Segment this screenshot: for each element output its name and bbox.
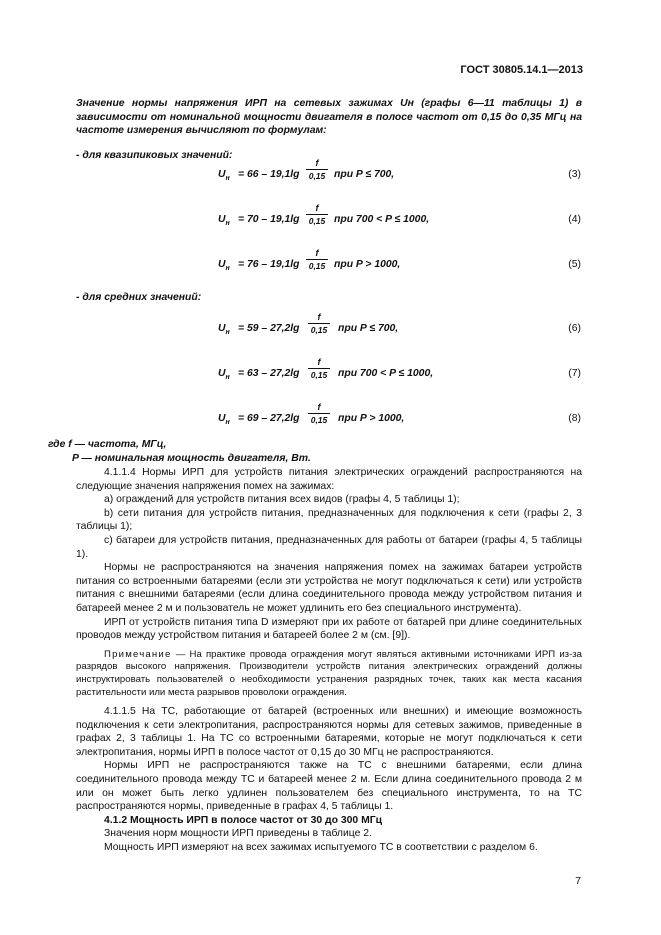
formula-condition: при P > 1000, xyxy=(334,259,401,270)
page-number: 7 xyxy=(575,876,581,887)
formula-condition: при 700 < P ≤ 1000, xyxy=(334,214,430,225)
fraction: f 0,15 xyxy=(308,357,330,380)
paragraph: Значения норм мощности ИРП приведены в таблице 2. xyxy=(104,828,372,840)
fraction: f 0,15 xyxy=(308,402,330,425)
definition-p: P — номинальная мощность двигателя, Вт. xyxy=(72,452,311,464)
note-title: Примечание xyxy=(104,648,172,660)
list-item-c: с) батареи для устройств питания, предназначенных для работы от батареи (графы 4, 5 таблицы 1). xyxy=(76,534,582,560)
body-text xyxy=(76,466,582,855)
section-heading-4-1-2: 4.1.2 Мощность ИРП в полосе частот от 30 до 300 МГц xyxy=(104,814,383,826)
formula-expression: = 76 – 19,1lg xyxy=(238,259,300,270)
fraction: f 0,15 xyxy=(306,248,328,271)
formula-condition: при 700 < P ≤ 1000, xyxy=(338,368,434,379)
fraction: f 0,15 xyxy=(308,312,330,335)
formula-expression: = 59 – 27,2lg xyxy=(238,323,300,334)
fraction: f 0,15 xyxy=(306,203,328,226)
equation-number-7: (7) xyxy=(568,368,581,379)
intro-paragraph: Значение нормы напряжения ИРП на сетевых зажимах Uн (графы 6—11 таблицы 1) в зависимости от номинальной мощности двигателя в полосе частот от 0,15 до 0,35 МГц на частоте измерения вычисляют по формулам: xyxy=(76,98,582,137)
list-item-a: а) ограждений для устройств питания всех видов (графы 4, 5 таблицы 1); xyxy=(104,494,460,506)
paragraph-4-1-1-4: 4.1.1.4 Нормы ИРП для устройств питания электрических ограждений распространяются на следующие значения напряжения помех на зажимах: xyxy=(76,467,582,492)
paragraph-4-1-1-5: 4.1.1.5 На ТС, работающие от батарей (встроенных или внешних) и имеющие возможность подключения к сети электропитания, распространяются нормы для сетевых зажимов, приведенные в графах 2, 3 таблицы 1. На ТС со встроенными батареями, которые не могут подключаться к сети электропитания, нормы ИРП в полосе частот от 0,15 до 30 МГц не распространяются. xyxy=(76,706,582,758)
paragraph: Мощность ИРП измеряют на всех зажимах испытуемого ТС в соответствии с разделом 6. xyxy=(104,842,538,854)
formula-expression: = 66 – 19,1lg xyxy=(238,169,300,180)
paragraph: ИРП от устройств питания типа D измеряют при их работе от батарей при длине соединительных проводов между устройством питания и батареей более 2 м (см. [9]). xyxy=(76,616,582,642)
quasi-peak-label: - для квазипиковых значений: xyxy=(76,150,233,161)
paragraph: Нормы ИРП не распространяются также на ТС с внешними батареями, если длина соединительного провода между ТС и батареей менее 2 м. Если длина соединительного провода 2 м или он может быть легко удлинен пользователем без специального инструмента, то на ТС распространяются нормы, приведенные в графах 4, 5 таблицы 1. xyxy=(76,760,582,813)
note xyxy=(76,649,582,699)
paragraph: Нормы не распространяются на значения напряжения помех на зажимах батареи устройств питания со встроенными батареями (если эти устройства не могут подключаться к сети) или устройств питания с внешними батареями (если длина соединительного провода между устройством питания и батареей менее 2 м и пользователь не может удлинить его без специального инструмента). xyxy=(76,562,582,614)
formula-condition: при P ≤ 700, xyxy=(334,169,395,180)
average-label: - для средних значений: xyxy=(76,292,202,303)
equation-number-5: (5) xyxy=(568,259,581,270)
definition-f: где f — частота, МГц, xyxy=(48,439,167,450)
variable-definitions xyxy=(48,438,548,465)
formula-expression: = 70 – 19,1lg xyxy=(238,214,300,225)
fraction: f 0,15 xyxy=(306,158,328,181)
list-item-b: b) сети питания для устройств питания, предназначенных для подключения к сети (графы 2, 3 таблицы 1); xyxy=(76,507,582,533)
equation-number-8: (8) xyxy=(568,413,581,424)
equation-number-4: (4) xyxy=(568,214,581,225)
note-text: — На практике провода ограждения могут являться активными источниками ИРП из-за разрядов высокого напряжения. Производители устройств питания электрических ограждений должны инструктировать пользователей о необходимости устранения разрядных точек, таких как места касания растительности или места разрывов проволоки ограждения. xyxy=(76,648,582,698)
formula-expression: = 69 – 27,2lg xyxy=(238,413,300,424)
document-page: ГОСТ 30805.14.1—2013 Значение нормы напряжения ИРП на сетевых зажимах Uн (графы 6—11 таблицы 1) в зависимости от номинальной мощности двигателя в полосе частот от 0,15 до 0,35 МГц на частоте измерения вычисляют по формулам: - для квазипиковых значений: $U_н$ = 66 – 19,1lg f 0,15 при P ≤ 700, (3) $U_н$ = 70 – 19,1lg f 0,15 при 700 < P ≤ 1000, (4) $U_н$ = 76 – 19,1lg f 0,15 при P > 1000, (5) - для средних значений: $U_н$ = 59 – 27,2lg f 0,15 при P ≤ 700, (6) $U_н$ = 63 – 27,2lg f 0,15 при 700 < P ≤ 1000, (7) $U_н$ = 69 – 27,2lg f 0,15 при P > 1000, (8) где f — частота, МГц, P — номинальная мощность двигателя, Вт. 4.1.1.4 Нормы ИРП для устройств питания электрических ограждений распространяются на следующие значения напряжения помех на зажимах: а) ограждений для устройств питания всех видов (графы 4, 5 таблицы 1); b) сети питания для устройств питания, предназначенных для подключения к сети (графы 2, 3 таблицы 1); с) батареи для устройств питания, предназначенных для работы от батареи (графы 4, 5 таблицы 1). Нормы не распространяются на значения напряжения помех на зажимах батареи устройств питания со встроенными батареями (если эти устройства не могут подключаться к сети) или устройств питания с внешними батареями (если длина соединительного провода между устройством питания и батареей менее 2 м и пользователь не может удлинить его без специального инструмента). ИРП от устройств питания типа D измеряют при их работе от батарей при длине соединительных проводов между устройством питания и батареей более 2 м (см. [9]). Примечание — На практике провода ограждения могут являться активными источниками ИРП из-за разрядов высокого напряжения. Производители устройств питания электрических ограждений должны инструктировать пользователей о необходимости устранения разрядных точек, таких как места касания растительности или места разрывов проволоки ограждения. 4.1.1.5 На ТС, работающие от батарей (встроенных или внешних) и имеющие возможность подключения к сети электропитания, распространяются нормы для сетевых зажимов, приведенные в графах 2, 3 таблицы 1. На ТС со встроенными батареями, которые не могут подключаться к сети электропитания, нормы ИРП в полосе частот от 0,15 до 30 МГц не распространяются. Нормы ИРП не распространяются также на ТС с внешними батареями, если длина соединительного провода между ТС и батареей менее 2 м. Если длина соединительного провода 2 м или он может быть легко удлинен пользователем без специального инструмента, то на ТС распространяются нормы, приведенные в графах 4, 5 таблицы 1. 4.1.2 Мощность ИРП в полосе частот от 30 до 300 МГц Значения норм мощности ИРП приведены в таблице 2. Мощность ИРП измеряют на всех зажимах испытуемого ТС в соответствии с разделом 6. 7 xyxy=(48,64,583,887)
equation-number-3: (3) xyxy=(568,169,581,180)
formula-condition: при P ≤ 700, xyxy=(338,323,399,334)
equation-number-6: (6) xyxy=(568,323,581,334)
formula-condition: при P > 1000, xyxy=(338,413,405,424)
formula-expression: = 63 – 27,2lg xyxy=(238,368,300,379)
document-id: ГОСТ 30805.14.1—2013 xyxy=(460,64,583,76)
